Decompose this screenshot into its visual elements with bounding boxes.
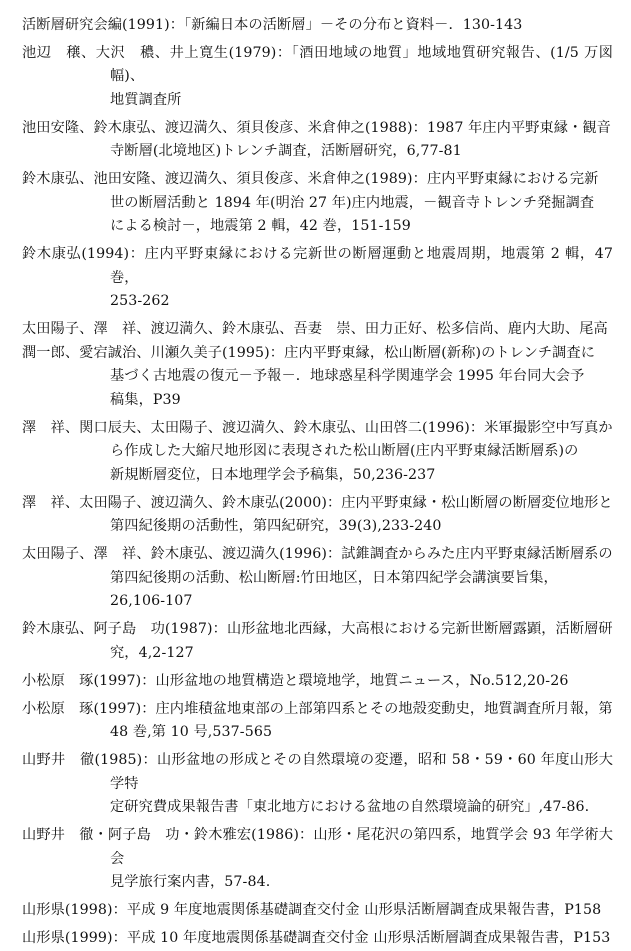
- reference-line: 池田安隆、鈴木康弘、渡辺満久、須貝俊彦、米倉伸之(1988)：1987 年庄内平野東縁・観音: [22, 119, 611, 136]
- reference-line: 見学旅行案内書，57-84.: [110, 874, 271, 890]
- reference-entry: [22, 42, 613, 113]
- reference-entry: [22, 618, 613, 665]
- reference-line: 太田陽子、澤 祥、鈴木康弘、渡辺満久(1996)：試錐調査からみた庄内平野東縁活断層系の: [22, 546, 613, 562]
- reference-line: 池辺 穣、大沢 穠、井上寛生(1979)：「酒田地域の地質」地域地質研究報告、(1/5 万図幅)、: [22, 44, 613, 84]
- reference-line: 小松原 琢(1997)：庄内堆積盆地東部の上部第四系とその地殻変動史，地質調査所月報，第: [22, 700, 613, 717]
- reference-entry: [22, 749, 613, 820]
- reference-line: 太田陽子、澤 祥、渡辺満久、鈴木康弘、吾妻 崇、田力正好、松多信尚、鹿内大助、尾高: [22, 321, 608, 337]
- reference-entry: [22, 117, 613, 164]
- reference-line: 新規断層変位，日本地理学会予稿集，50,236-237: [110, 466, 436, 483]
- reference-entry: [22, 698, 613, 745]
- reference-line: 山形県(1999)：平成 10 年度地震関係基礎調査交付金 山形県活断層調査成果報告書，P153: [22, 930, 611, 946]
- reference-line: 山野井 徹・阿子島 功・鈴木雅宏(1986)：山形・尾花沢の第四系，地質学会 93 年学術大会: [22, 827, 613, 867]
- reference-line: 世の断層活動と 1894 年(明治 27 年)庄内地震，－観音寺トレンチ発掘調査: [110, 194, 595, 211]
- reference-entry: [22, 243, 613, 314]
- reference-line: 山野井 徹(1985)：山形盆地の形成とその自然環境の変遷，昭和 58・59・60 年度山形大学特: [22, 752, 613, 792]
- reference-line: 小松原 琢(1997)：山形盆地の地質構造と環境地学，地質ニュース，No.512,20-26: [22, 672, 569, 689]
- reference-line: による検討－，地震第 2 輯，42 巻，151-159: [110, 218, 411, 234]
- reference-line: 基づく古地震の復元－予報－．地球惑星科学関連学会 1995 年台同大会予: [110, 368, 585, 384]
- reference-entry: [22, 899, 613, 923]
- reference-entry: [22, 14, 613, 38]
- reference-line: 鈴木康弘、池田安隆、渡辺満久、須貝俊彦、米倉伸之(1989)：庄内平野東縁における完新: [22, 171, 599, 187]
- reference-line: 究，4,2-127: [110, 644, 194, 661]
- reference-line: 第四紀後期の活動性，第四紀研究，39(3),233-240: [110, 518, 442, 534]
- reference-line: 鈴木康弘(1994)：庄内平野東縁における完新世の断層運動と地震周期，地震第 2 輯，47 巻，: [22, 246, 613, 286]
- reference-entry: [22, 824, 613, 895]
- reference-line: 第四紀後期の活動、松山断層:竹田地区，日本第四紀学会講演要旨集，: [110, 569, 558, 586]
- reference-line: 活断層研究会編(1991)：「新編日本の活断層」－その分布と資料－．130-143: [22, 17, 523, 33]
- reference-line: 山形県(1998)：平成 9 年度地震関係基礎調査交付金 山形県活断層調査成果報告書，P158: [22, 902, 602, 918]
- reference-line: ら作成した大縮尺地形図に表現された松山断層(庄内平野東縁活断層系)の: [110, 443, 579, 459]
- reference-line: 地質調査所: [110, 91, 182, 108]
- reference-entry: [22, 168, 613, 239]
- reference-entry: [22, 543, 613, 614]
- reference-line: 潤一郎、愛宕誠治、川瀬久美子(1995)：庄内平野東縁，松山断層(新称)のトレンチ調査に: [22, 344, 596, 361]
- reference-line: 鈴木康弘、阿子島 功(1987)：山形盆地北西縁，大高根における完新世断層露顕，活断層研: [22, 621, 613, 637]
- reference-line: 寺断層(北境地区)トレンチ調査，活断層研究，6,77-81: [110, 143, 462, 159]
- reference-line: 澤 祥、関口辰夫、太田陽子、渡辺満久、鈴木康弘、山田啓二(1996)：米軍撮影空中写真か: [22, 419, 613, 436]
- reference-line: 澤 祥、太田陽子、渡辺満久、鈴木康弘(2000)：庄内平野東縁・松山断層の断層変位地形と: [22, 494, 613, 511]
- reference-line: 26,106-107: [110, 593, 193, 609]
- reference-line: 稿集，P39: [110, 391, 181, 408]
- reference-entry: [22, 492, 613, 539]
- reference-entry: [22, 670, 613, 694]
- reference-entry: [22, 318, 613, 412]
- reference-line: 定研究費成果報告書「東北地方における盆地の自然環境論的研究」,47-86.: [110, 799, 590, 815]
- reference-line: 48 巻,第 10 号,537-565: [110, 724, 273, 740]
- reference-entry: [22, 927, 613, 951]
- reference-entry: [22, 417, 613, 488]
- reference-line: 253-262: [110, 293, 170, 309]
